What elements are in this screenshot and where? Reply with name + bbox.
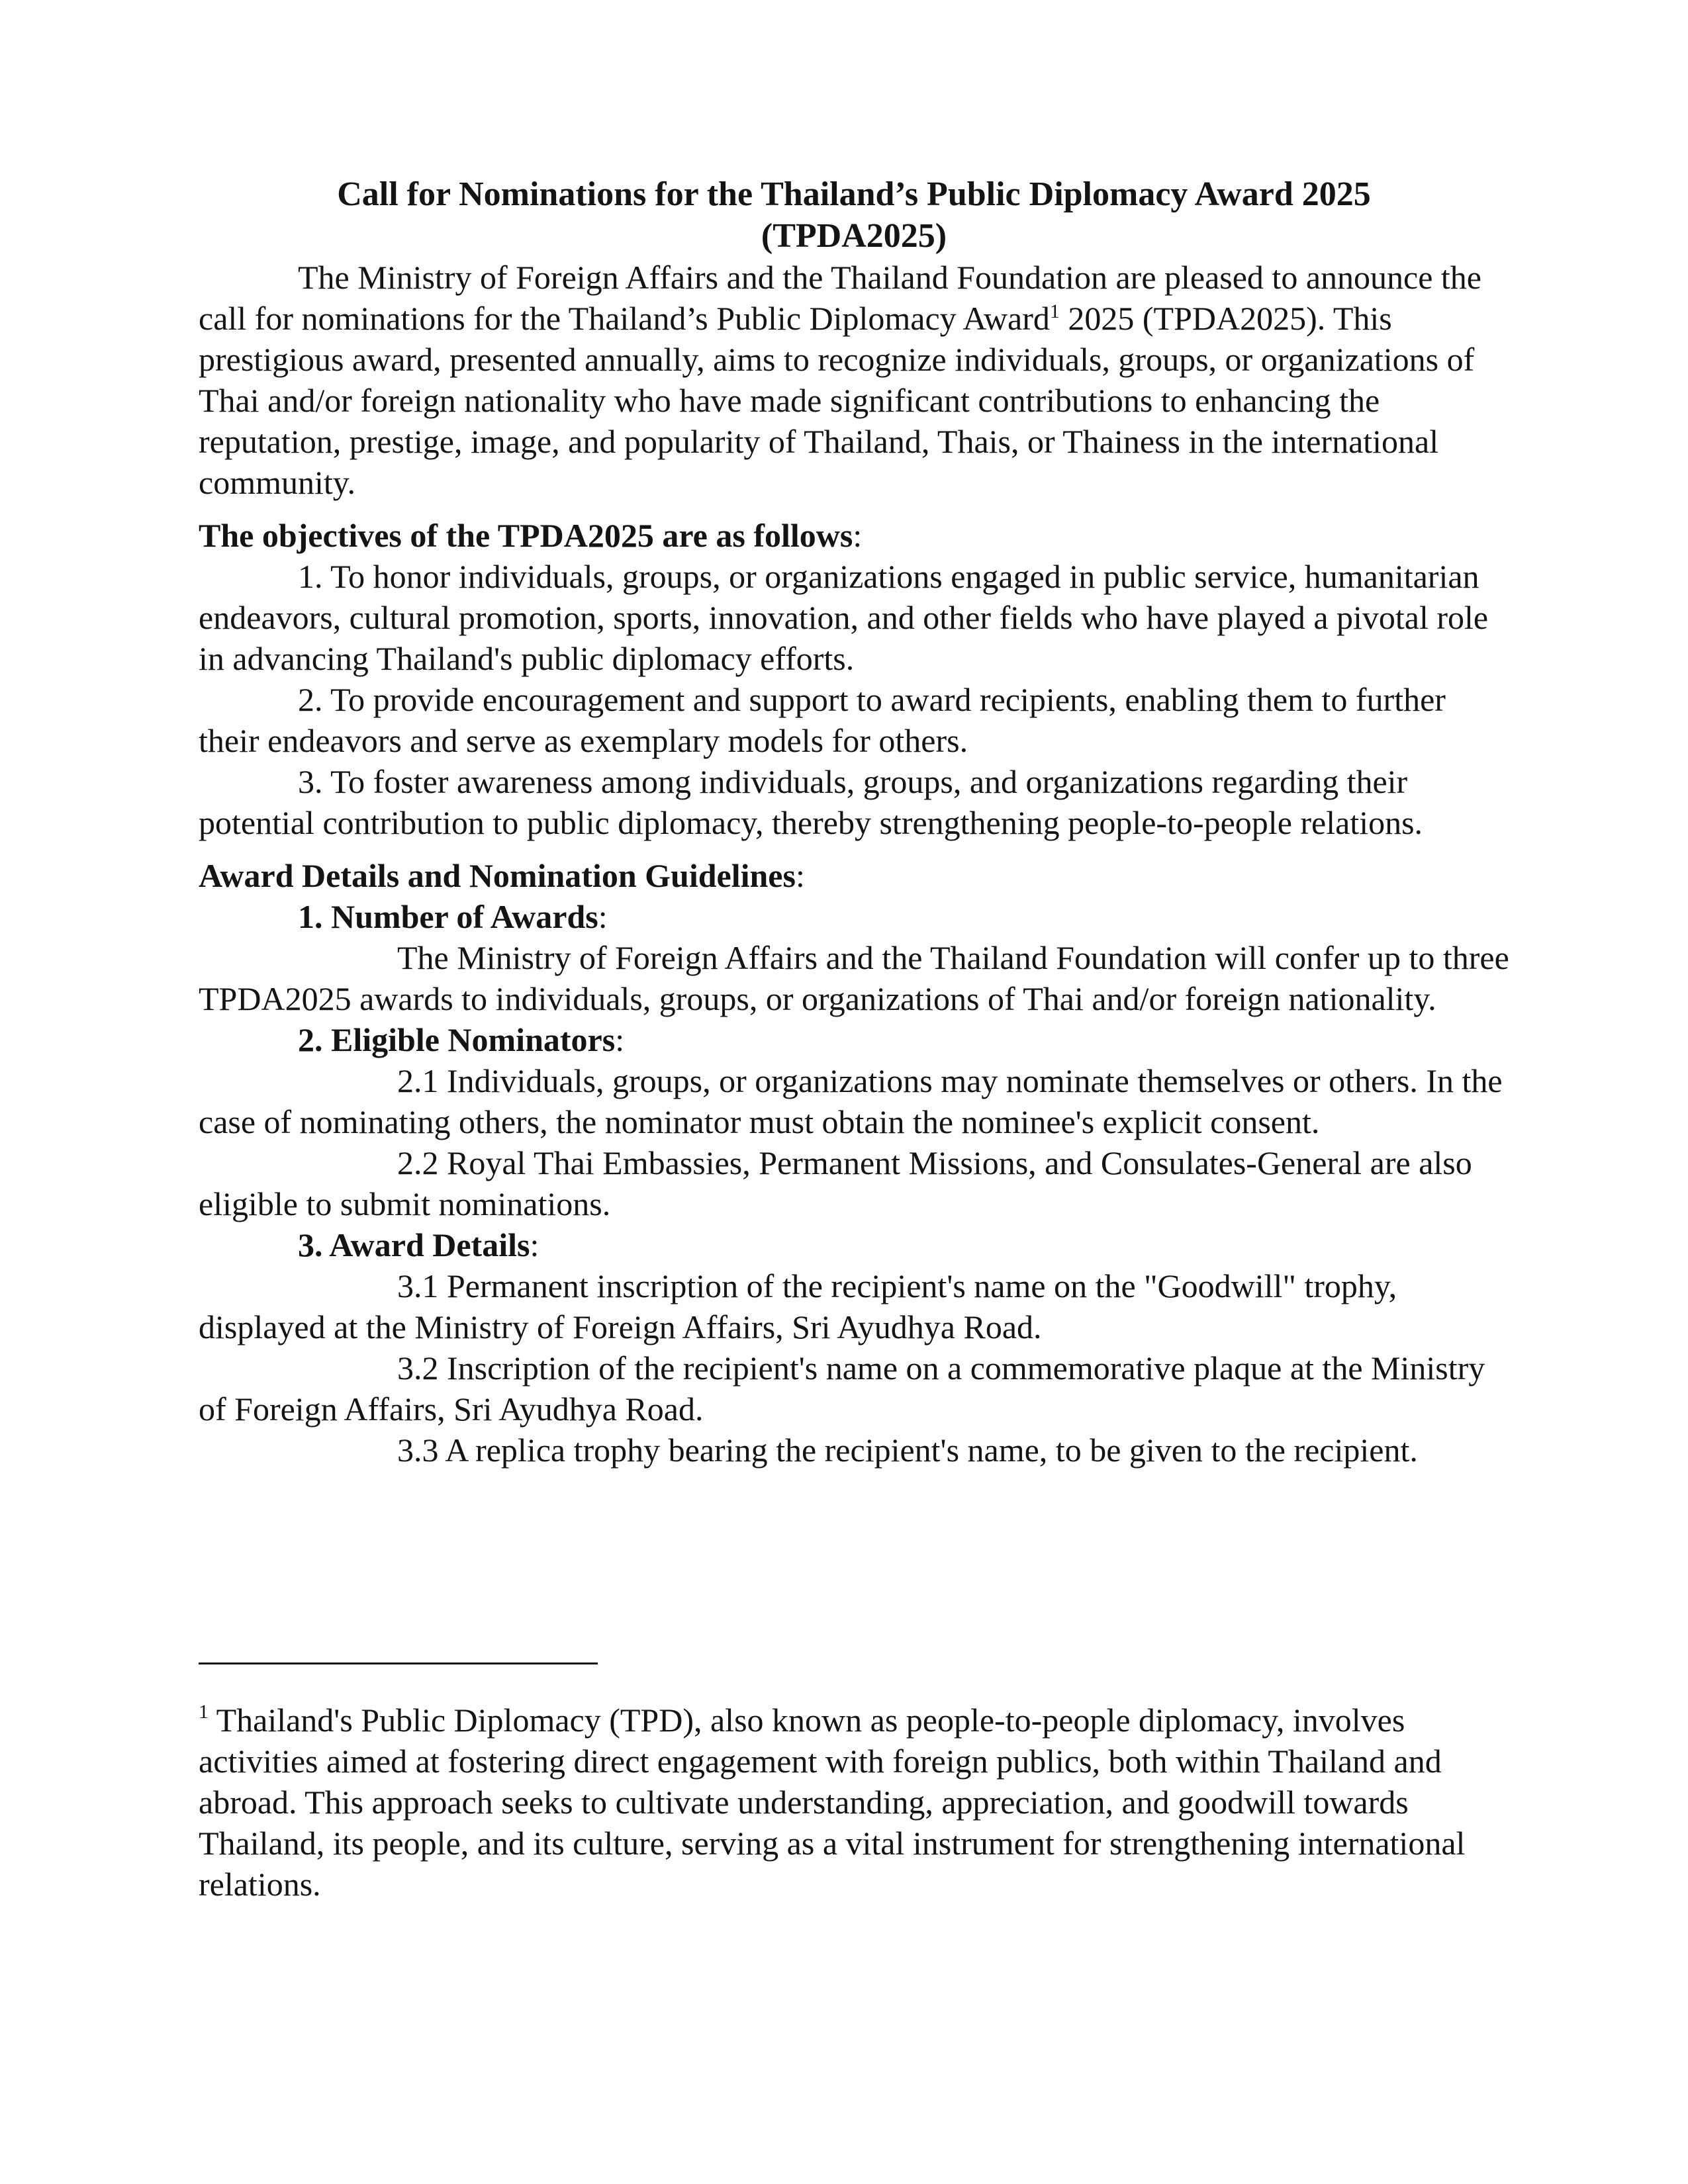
footnote-separator [199,1662,598,1664]
award-heading-text: Award Details and Nomination Guidelines [199,857,796,894]
objectives-heading-colon: : [853,517,863,554]
footnote-text: Thailand's Public Diplomacy (TPD), also known as people-to-people diplomacy, involves activities aimed at fostering direct engagement with foreign publics, both within Thailand and abroad. This approach seeks to cultivate understanding, appreciation, and goodwill towards Thailand, its people, and its culture, serving as a vital instrument for strengthening international relations. [199,1702,1466,1903]
award-details-heading-colon: : [530,1226,539,1263]
footnote-number: 1 [199,1701,209,1723]
title-line-1: Call for Nominations for the Thailand’s Public Diplomacy Award 2025 [337,175,1371,213]
number-of-awards-heading [199,896,1509,937]
intro-text-before-ref: The Ministry of Foreign Affairs and the Thailand Foundation are pleased to announce the call for nominations for the Thailand’s Public Diplomacy Award [199,259,1481,337]
objectives-heading-text: The objectives of the TPDA2025 are as follows [199,517,853,554]
title-line-2: (TPDA2025) [761,217,947,255]
nominator-item: 2.1 Individuals, groups, or organizations may nominate themselves or others. In the case of nominating others, the nominator must obtain the nominee's explicit consent. [199,1062,1503,1140]
award-heading [199,855,1509,896]
eligible-nominators-heading-colon: : [615,1021,625,1058]
objective-item: 2. To provide encouragement and support to award recipients, enabling them to further their endeavors and serve as exemplary models for others. [199,681,1446,759]
award-detail-item: 3.2 Inscription of the recipient's name on a commemorative plaque at the Ministry of Foreign Affairs, Sri Ayudhya Road. [199,1349,1485,1428]
award-detail-item: 3.3 A replica trophy bearing the recipient's name, to be given to the recipient. [397,1432,1418,1469]
nominator-item: 2.2 Royal Thai Embassies, Permanent Missions, and Consulates-General are also eligible to submit nominations. [199,1144,1472,1222]
objectives-heading [199,515,1509,556]
objective-item: 1. To honor individuals, groups, or organizations engaged in public service, humanitarian endeavors, cultural promotion, sports, innovation, and other fields who have played a pivotal role in advancing Thailand's public diplomacy efforts. [199,558,1489,677]
intro-paragraph [199,257,1509,503]
award-details-heading-text: 3. Award Details [298,1226,530,1263]
eligible-nominators-heading-text: 2. Eligible Nominators [298,1021,616,1058]
footnote-reference[interactable]: 1 [1049,300,1060,322]
eligible-nominators-heading [199,1019,1509,1060]
number-of-awards-heading-colon: : [598,898,608,935]
intro-text-after-ref: 2025 (TPDA2025). This prestigious award, presented annually, aims to recognize individuals, groups, or organizations of Thai and/or foreign nationality who have made significant contributions to enhancing the reputation, prestige, image, and popularity of Thailand, Thais, or Thainess in the international community. [199,300,1475,501]
document-title [199,173,1509,257]
award-details-heading [199,1224,1509,1265]
footnote [199,1700,1509,1905]
document-body [199,173,1509,1471]
objective-item: 3. To foster awareness among individuals, groups, and organizations regarding their potential contribution to public diplomacy, thereby strengthening people-to-people relations. [199,763,1423,841]
award-heading-colon: : [795,857,805,894]
number-of-awards-text: The Ministry of Foreign Affairs and the Thailand Foundation will confer up to three TPDA2025 awards to individuals, groups, or organizations of Thai and/or foreign nationality. [199,939,1509,1017]
number-of-awards-heading-text: 1. Number of Awards [298,898,598,935]
award-detail-item: 3.1 Permanent inscription of the recipient's name on the "Goodwill" trophy, displayed at the Ministry of Foreign Affairs, Sri Ayudhya Road. [199,1267,1397,1345]
